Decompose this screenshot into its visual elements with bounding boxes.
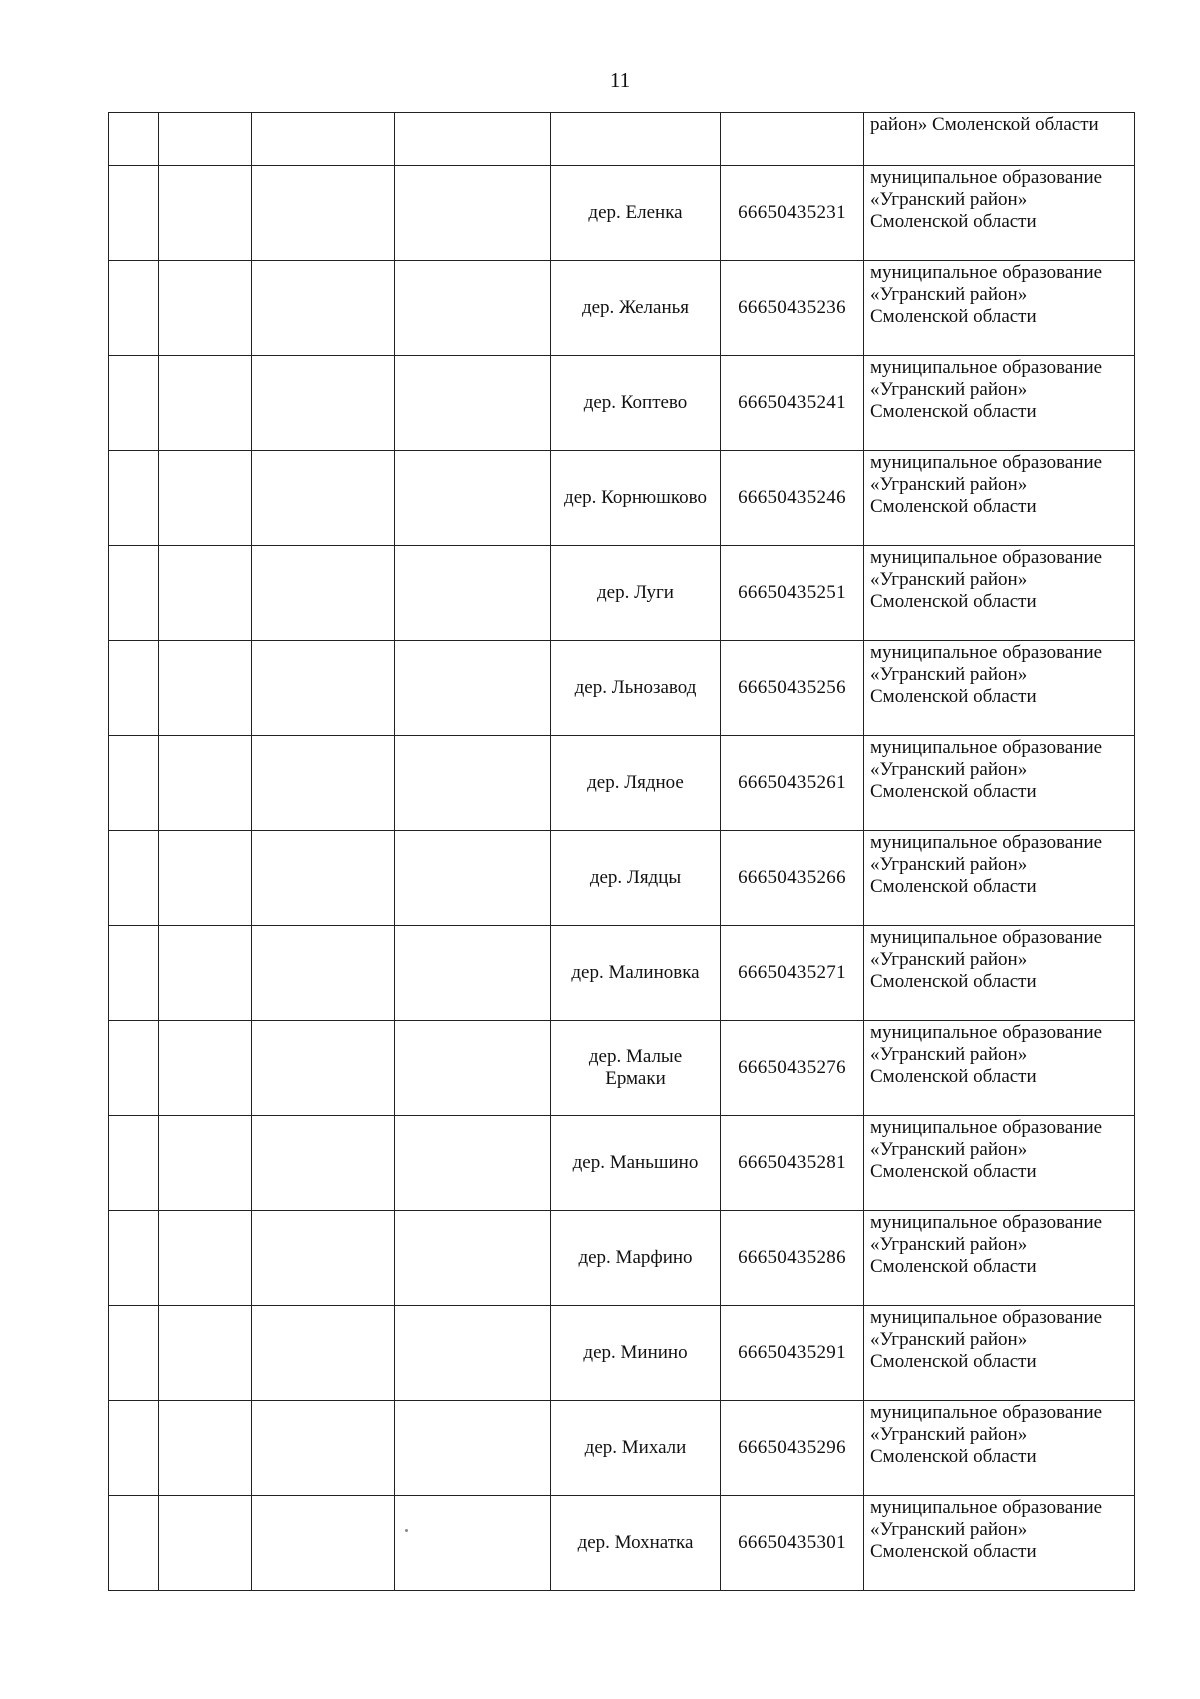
empty-cell	[109, 113, 159, 166]
empty-cell	[109, 166, 159, 261]
empty-cell	[252, 113, 395, 166]
empty-cell	[395, 831, 551, 926]
settlement-name-cell: дер. Корнюшково	[551, 451, 721, 546]
municipality-cell: муниципальное образование «Угранский район» Смоленской области	[864, 546, 1135, 641]
empty-cell	[252, 261, 395, 356]
empty-cell	[395, 1401, 551, 1496]
table-row	[109, 1496, 1135, 1591]
empty-cell	[395, 451, 551, 546]
empty-cell	[252, 1401, 395, 1496]
oktmo-code-cell: 66650435261	[721, 736, 864, 831]
empty-cell	[395, 1116, 551, 1211]
settlement-name-cell: дер. Желанья	[551, 261, 721, 356]
settlement-name-cell: дер. Малые Ермаки	[551, 1021, 721, 1116]
empty-cell	[395, 736, 551, 831]
empty-cell	[159, 1401, 252, 1496]
table-row	[109, 1211, 1135, 1306]
empty-cell	[395, 356, 551, 451]
empty-cell	[109, 1116, 159, 1211]
empty-cell	[159, 736, 252, 831]
table-row-continued	[109, 113, 1135, 166]
municipality-cell: муниципальное образование «Угранский район» Смоленской области	[864, 641, 1135, 736]
empty-cell	[395, 166, 551, 261]
empty-cell	[395, 1021, 551, 1116]
table-row	[109, 641, 1135, 736]
empty-cell	[252, 926, 395, 1021]
table-row	[109, 261, 1135, 356]
municipality-cell: муниципальное образование «Угранский район» Смоленской области	[864, 261, 1135, 356]
empty-cell	[109, 1401, 159, 1496]
settlement-table-container	[108, 112, 1134, 1591]
oktmo-code-cell: 66650435296	[721, 1401, 864, 1496]
settlement-name-cell: дер. Коптево	[551, 356, 721, 451]
empty-cell	[109, 831, 159, 926]
empty-cell	[109, 261, 159, 356]
empty-cell	[721, 113, 864, 166]
table-row	[109, 356, 1135, 451]
table-row	[109, 166, 1135, 261]
empty-cell	[109, 356, 159, 451]
empty-cell	[109, 1021, 159, 1116]
oktmo-code-cell: 66650435291	[721, 1306, 864, 1401]
settlement-name-cell: дер. Минино	[551, 1306, 721, 1401]
table-row	[109, 1306, 1135, 1401]
municipality-cell: муниципальное образование «Угранский район» Смоленской области	[864, 1211, 1135, 1306]
empty-cell	[252, 1211, 395, 1306]
empty-cell	[252, 1306, 395, 1401]
empty-cell	[159, 641, 252, 736]
empty-cell	[395, 1306, 551, 1401]
empty-cell	[159, 1116, 252, 1211]
settlement-name-cell: дер. Малиновка	[551, 926, 721, 1021]
settlement-name-cell: дер. Мохнатка	[551, 1496, 721, 1591]
oktmo-code-cell: 66650435301	[721, 1496, 864, 1591]
empty-cell	[252, 641, 395, 736]
empty-cell	[395, 641, 551, 736]
oktmo-code-cell: 66650435266	[721, 831, 864, 926]
empty-cell	[159, 166, 252, 261]
empty-cell	[159, 451, 252, 546]
empty-cell	[159, 1211, 252, 1306]
table-row	[109, 546, 1135, 641]
empty-cell	[159, 1306, 252, 1401]
oktmo-code-cell: 66650435271	[721, 926, 864, 1021]
settlement-name-cell: дер. Лядное	[551, 736, 721, 831]
empty-cell	[159, 831, 252, 926]
municipality-cell: муниципальное образование «Угранский район» Смоленской области	[864, 1401, 1135, 1496]
municipality-cell: муниципальное образование «Угранский район» Смоленской области	[864, 926, 1135, 1021]
settlement-name-cell: дер. Еленка	[551, 166, 721, 261]
oktmo-code-cell: 66650435251	[721, 546, 864, 641]
empty-cell	[252, 166, 395, 261]
settlement-name-cell: дер. Луги	[551, 546, 721, 641]
oktmo-code-cell: 66650435246	[721, 451, 864, 546]
empty-cell	[395, 1211, 551, 1306]
empty-cell	[252, 1496, 395, 1591]
empty-cell	[159, 261, 252, 356]
table-row	[109, 926, 1135, 1021]
empty-cell	[159, 1496, 252, 1591]
empty-cell	[252, 451, 395, 546]
empty-cell	[159, 113, 252, 166]
empty-cell	[159, 546, 252, 641]
oktmo-code-cell: 66650435236	[721, 261, 864, 356]
municipality-cell: муниципальное образование «Угранский район» Смоленской области	[864, 831, 1135, 926]
empty-cell	[252, 736, 395, 831]
settlement-table	[108, 112, 1135, 1591]
empty-cell	[395, 261, 551, 356]
oktmo-code-cell: 66650435241	[721, 356, 864, 451]
settlement-name-cell: дер. Лядцы	[551, 831, 721, 926]
oktmo-code-cell: 66650435281	[721, 1116, 864, 1211]
empty-cell	[159, 1021, 252, 1116]
page-number: 11	[609, 68, 631, 92]
empty-cell	[551, 113, 721, 166]
oktmo-code-cell: 66650435231	[721, 166, 864, 261]
scan-speck	[405, 1529, 408, 1532]
empty-cell	[395, 113, 551, 166]
empty-cell	[109, 926, 159, 1021]
oktmo-code-cell: 66650435256	[721, 641, 864, 736]
empty-cell	[159, 356, 252, 451]
empty-cell	[109, 1211, 159, 1306]
empty-cell	[395, 926, 551, 1021]
oktmo-code-cell: 66650435286	[721, 1211, 864, 1306]
empty-cell	[252, 831, 395, 926]
settlement-name-cell: дер. Льнозавод	[551, 641, 721, 736]
empty-cell	[109, 1496, 159, 1591]
empty-cell	[252, 356, 395, 451]
empty-cell	[252, 546, 395, 641]
municipality-cell: муниципальное образование «Угранский район» Смоленской области	[864, 451, 1135, 546]
empty-cell	[109, 451, 159, 546]
municipality-cell: муниципальное образование «Угранский район» Смоленской области	[864, 736, 1135, 831]
municipality-cell: район» Смоленской области	[864, 113, 1135, 166]
settlement-name-cell: дер. Михали	[551, 1401, 721, 1496]
municipality-cell: муниципальное образование «Угранский район» Смоленской области	[864, 166, 1135, 261]
table-row	[109, 1116, 1135, 1211]
empty-cell	[159, 926, 252, 1021]
municipality-cell: муниципальное образование «Угранский район» Смоленской области	[864, 1306, 1135, 1401]
empty-cell	[395, 1496, 551, 1591]
settlement-name-cell: дер. Маньшино	[551, 1116, 721, 1211]
municipality-cell: муниципальное образование «Угранский район» Смоленской области	[864, 1496, 1135, 1591]
table-row	[109, 736, 1135, 831]
municipality-cell: муниципальное образование «Угранский район» Смоленской области	[864, 1021, 1135, 1116]
oktmo-code-cell: 66650435276	[721, 1021, 864, 1116]
table-row	[109, 831, 1135, 926]
table-row	[109, 1401, 1135, 1496]
municipality-cell: муниципальное образование «Угранский район» Смоленской области	[864, 356, 1135, 451]
empty-cell	[109, 1306, 159, 1401]
empty-cell	[109, 641, 159, 736]
empty-cell	[109, 736, 159, 831]
table-row	[109, 451, 1135, 546]
table-row	[109, 1021, 1135, 1116]
empty-cell	[252, 1021, 395, 1116]
table-body	[109, 113, 1135, 1591]
empty-cell	[109, 546, 159, 641]
empty-cell	[395, 546, 551, 641]
empty-cell	[252, 1116, 395, 1211]
settlement-name-cell: дер. Марфино	[551, 1211, 721, 1306]
municipality-cell: муниципальное образование «Угранский район» Смоленской области	[864, 1116, 1135, 1211]
